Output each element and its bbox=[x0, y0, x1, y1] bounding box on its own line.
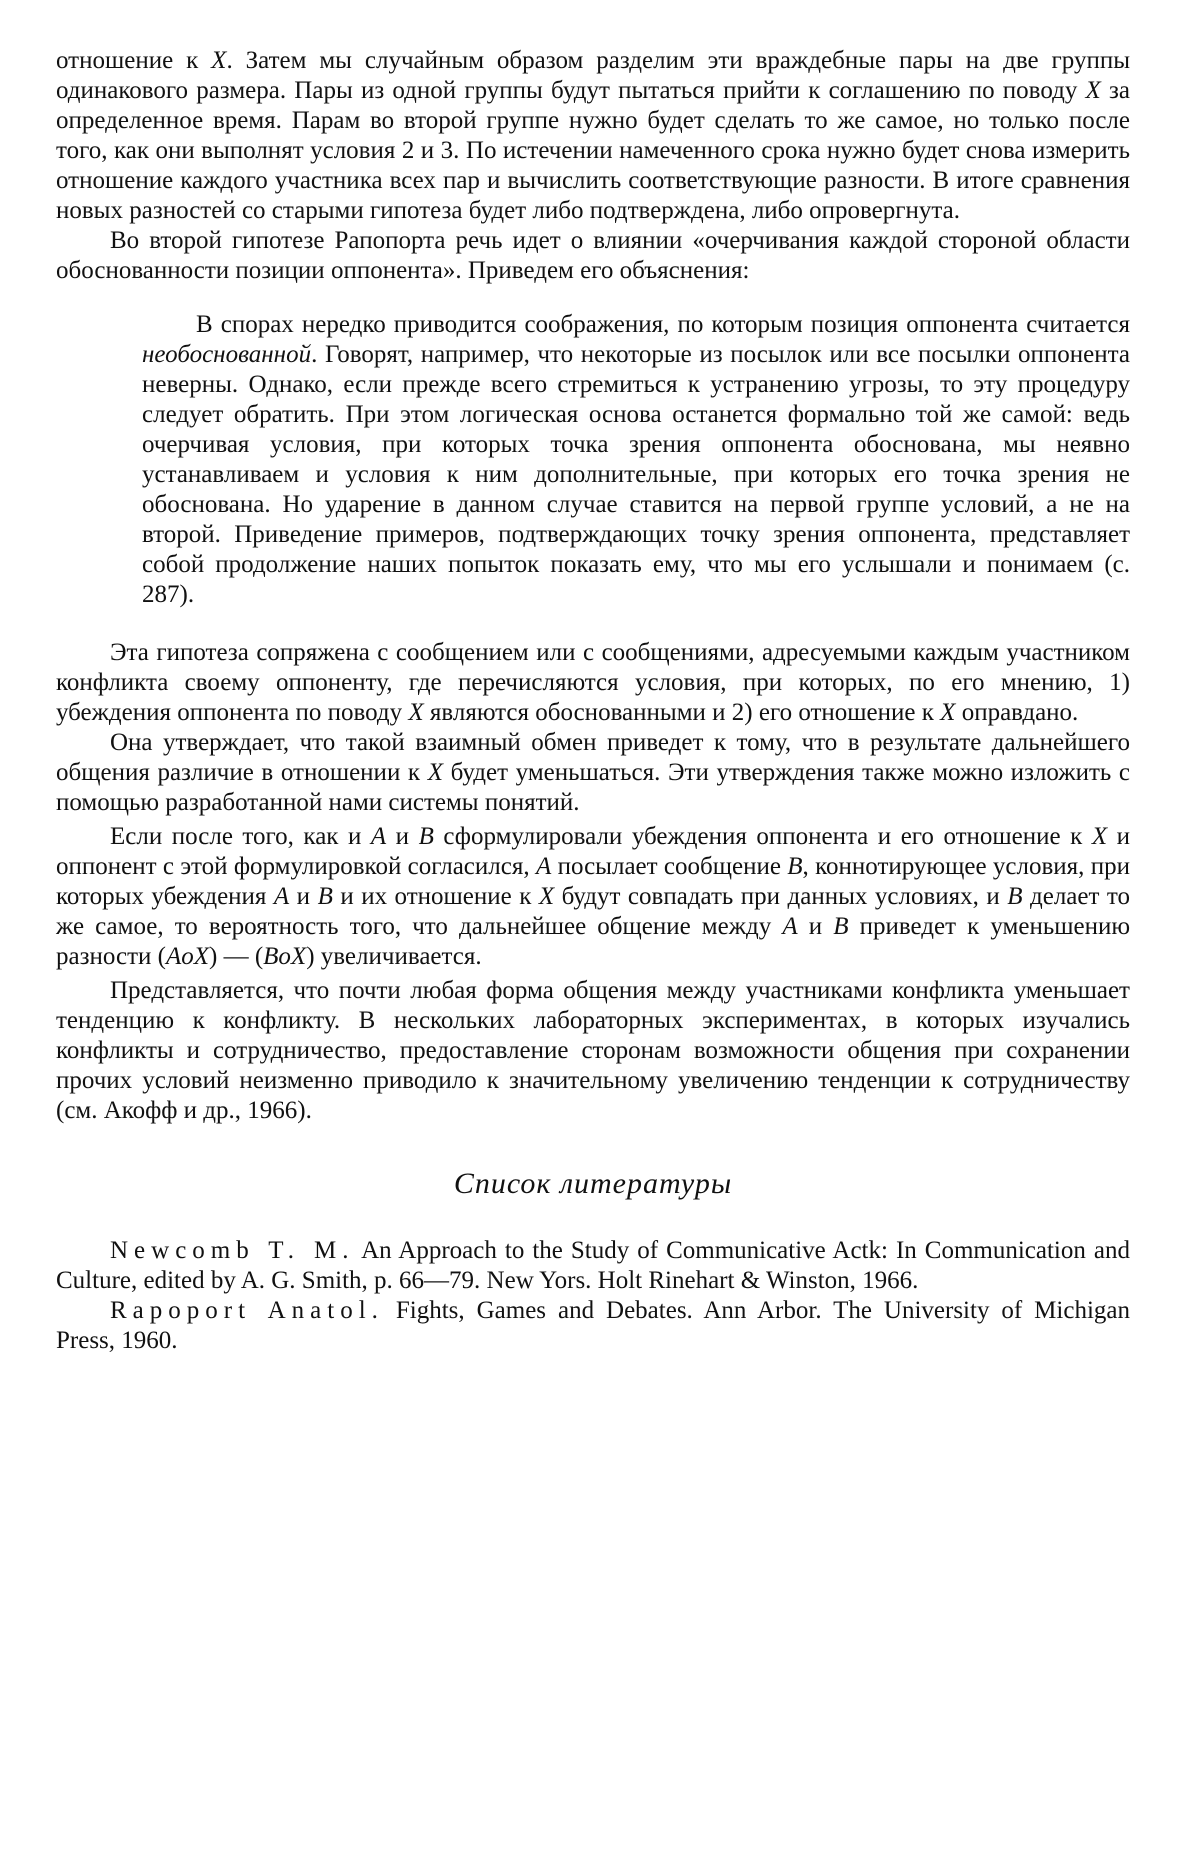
paragraph: Представляется, что почти любая форма общения между участниками конфликта уменьшает тенденцию к конфликту. В нескольких лабораторных экспериментах, в которых изучались конфликты и сотрудничество, предоставление сторонам возможности общения при сохранении прочих условий неизменно приводило к значительному увеличению тенденции к сотрудничеству (см. Акофф и др., 1966). bbox=[56, 977, 1130, 1124]
italic-text: X bbox=[427, 759, 443, 786]
references-list bbox=[56, 1236, 1130, 1356]
italic-text: B bbox=[1007, 883, 1023, 910]
reference-details: An Approach to the Study of Communicative Actk: In Communication and Culture, edited by A. G. Smith, p. 66—79. New Yors. Holt Rinehart & Winston, 1966. bbox=[56, 1237, 1130, 1294]
italic-text: B bbox=[317, 883, 333, 910]
italic-text: B bbox=[418, 823, 434, 850]
paragraph: Если после того, как и A и B сформулировали убеждения оппонента и его отношение к X и оппонент с этой формулировкой согласился, A посылает сообщение B, коннотирующее условия, при которых убеждения A и B и их отношение к X будут совпадать при данных условиях, и B делает то же самое, то вероятность того, что дальнейшее общение между A и B приведет к уменьшению разности (AoX) — (BoX) увеличивается. bbox=[56, 823, 1131, 970]
italic-text: A bbox=[535, 853, 552, 880]
reference-item bbox=[56, 1236, 1130, 1296]
paragraph: Во второй гипотезе Рапопорта речь идет о влиянии «очерчивания каждой стороной области обоснованности позиции оппонента». Приведем его объяснения: bbox=[56, 227, 1130, 284]
italic-text: X bbox=[211, 47, 227, 74]
paragraph: Она утверждает, что такой взаимный обмен приведет к тому, что в результате дальнейшего общения различие в отношении к X будет уменьшаться. Эти утверждения также можно изложить с помощью разработанной нами системы понятий. bbox=[56, 729, 1130, 816]
italic-text: X bbox=[1091, 823, 1108, 850]
italic-text: A bbox=[273, 883, 290, 910]
reference-author: Rapoport Anatol. bbox=[110, 1297, 384, 1324]
italic-text: B bbox=[787, 853, 803, 880]
reference-details: Fights, Games and Debates. Ann Arbor. The University of Michigan Press, 1960. bbox=[56, 1297, 1130, 1354]
italic-text: A bbox=[782, 913, 798, 940]
italic-text: B bbox=[833, 913, 849, 940]
italic-text: BoX bbox=[263, 943, 307, 970]
italic-text: X bbox=[940, 699, 956, 726]
italic-text: необоснованной bbox=[142, 341, 312, 368]
italic-text: X bbox=[408, 699, 424, 726]
block-quote: В спорах нередко приводится соображения, по которым позиция оппонента считается необоснованной. Говорят, например, что некоторые из посылок или все посылки оппонента неверны. Однако, если прежде всего стремиться к устранению угрозы, то эту процедуру следует обратить. При этом логическая основа останется формально той же самой: ведь очерчивая условия, при которых точка зрения оппонента обоснована, мы неявно устанавливаем и условия к ним дополнительные, при которых его точка зрения не обоснована. Но ударение в данном случае ставится на первой группе условий, а не на второй. Приведение примеров, подтверждающих точку зрения оппонента, представляет собой продолжение наших попыток показать ему, что мы его услышали и понимаем (с. 287). bbox=[142, 311, 1130, 608]
paragraph: отношение к X. Затем мы случайным образом разделим эти враждебные пары на две группы одинакового размера. Пары из одной группы будут пытаться прийти к соглашению по поводу X за определенное время. Парам во второй группе нужно будет сделать то же самое, но только после того, как они выполнят условия 2 и 3. По истечении намеченного срока нужно будет снова измерить отношение каждого участника всех пар и вычислить соответствующие разности. В итоге сравнения новых разностей со старыми гипотеза будет либо подтверждена, либо опровергнута. bbox=[56, 47, 1130, 224]
italic-text: AoX bbox=[165, 943, 209, 970]
paragraph: Эта гипотеза сопряжена с сообщением или с сообщениями, адресуемыми каждым участником конфликта своему оппоненту, где перечисляются условия, при которых, по его мнению, 1) убеждения оппонента по поводу X являются обоснованными и 2) его отношение к X оправдано. bbox=[56, 639, 1130, 726]
document-page bbox=[56, 46, 1130, 1356]
reference-item bbox=[56, 1296, 1130, 1356]
reference-author: Newcomb T. M. bbox=[110, 1237, 355, 1264]
italic-text: X bbox=[538, 883, 555, 910]
references-heading: Список литературы bbox=[453, 1167, 733, 1200]
body-text bbox=[56, 46, 1130, 1126]
italic-text: X bbox=[1085, 77, 1101, 104]
italic-text: A bbox=[370, 823, 387, 850]
